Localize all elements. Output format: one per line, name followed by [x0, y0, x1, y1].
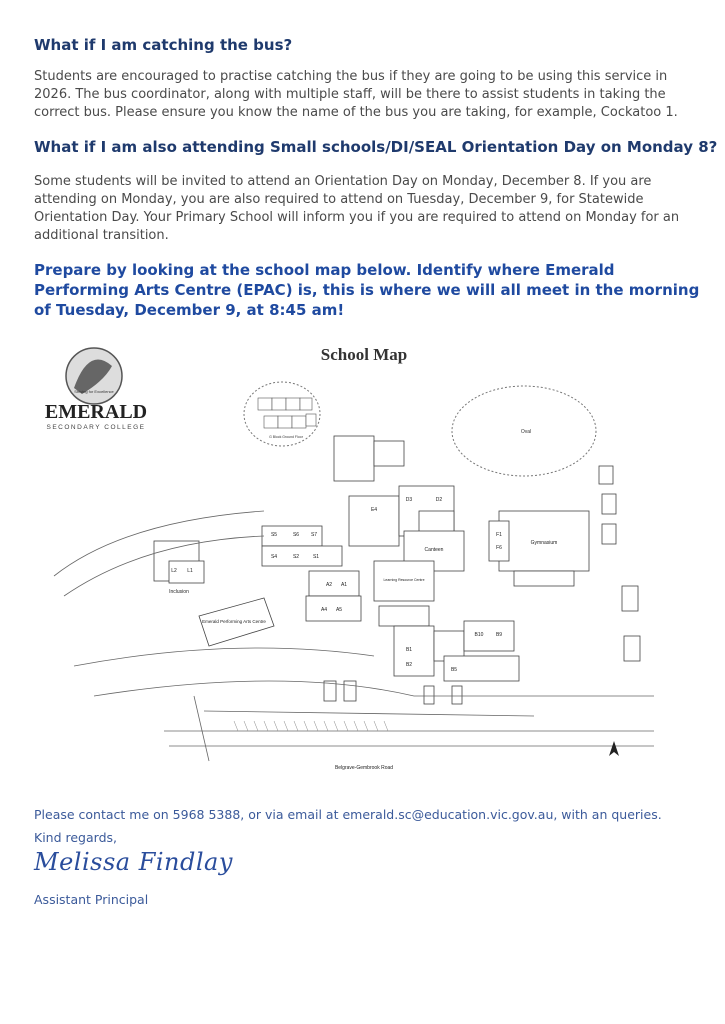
epac-label: Emerald Performing Arts Centre — [202, 619, 266, 624]
road-label: Belgrave-Gembrook Road — [334, 765, 394, 771]
closing-regards: Kind regards, — [34, 830, 117, 845]
school-map — [34, 336, 662, 796]
section-body-bus: Students are encouraged to practise catching the bus if they are going to be using this service in 2026. The bus coordinator, along with multiple staff, will be there to assist students in taking the correct bus. Please ensure you know the name of the bus you are taking, for example, Cockatoo 1. — [34, 69, 678, 120]
section-body-orientation: Some students will be invited to attend an Orientation Day on Monday, December 8. If you are attending on Monday, you are also required to attend on Tuesday, December 9, for Statewide Orientation Day. Your Primary School will inform you if you are required to attend on Monday for an additional transition. — [34, 174, 680, 243]
svg-text:B10: B10 — [474, 632, 484, 638]
svg-text:B5: B5 — [450, 667, 458, 673]
svg-text:S1: S1 — [312, 554, 320, 560]
signatory-role: Assistant Principal — [34, 892, 149, 907]
gymnasium-label: Gymnasium — [530, 540, 558, 546]
signature: Melissa Findlay — [34, 848, 233, 876]
map-title: School Map — [320, 345, 408, 364]
section-heading-bus: What if I am catching the bus? — [34, 36, 293, 54]
svg-text:E4: E4 — [370, 507, 378, 513]
svg-text:D3: D3 — [405, 497, 413, 503]
svg-text:S7: S7 — [310, 532, 318, 538]
logo-name: EMERALD — [44, 401, 148, 423]
svg-text:B9: B9 — [495, 632, 503, 638]
svg-text:D2: D2 — [435, 497, 443, 503]
svg-text:L1: L1 — [187, 568, 193, 574]
canteen-label: Canteen — [424, 547, 444, 553]
lrc-label: Learning Resource Centre — [383, 578, 425, 582]
svg-text:S6: S6 — [292, 532, 300, 538]
svg-text:A1: A1 — [340, 582, 348, 588]
contact-info: Please contact me on 5968 5388, or via email at emerald.sc@education.vic.gov.au, with an queries. — [34, 807, 662, 822]
school-logo — [45, 348, 147, 431]
svg-text:A5: A5 — [335, 607, 343, 613]
inclusion-label: Inclusion — [169, 589, 189, 595]
svg-text:S2: S2 — [292, 554, 300, 560]
north-arrow-icon — [609, 741, 619, 756]
svg-text:A2: A2 — [325, 582, 333, 588]
oval-label: Oval — [520, 429, 532, 435]
svg-text:S4: S4 — [270, 554, 278, 560]
logo-motto: Striving for Excellence — [74, 389, 114, 394]
svg-text:B2: B2 — [405, 662, 413, 668]
svg-text:F1: F1 — [496, 532, 502, 538]
prepare-instruction: Prepare by looking at the school map below. Identify where Emerald Performing Arts Centre (EPAC) is, this is where we will all meet in the morning of Tuesday, December 9, at 8:45 am! — [34, 261, 700, 319]
section-heading-orientation: What if I am also attending Small schools/DI/SEAL Orientation Day on Monday 8? — [34, 138, 718, 156]
logo-sub: SECONDARY COLLEGE — [46, 424, 146, 431]
svg-text:G Block Ground Floor: G Block Ground Floor — [269, 435, 303, 439]
svg-text:S5: S5 — [270, 532, 278, 538]
svg-text:B1: B1 — [405, 647, 413, 653]
svg-text:F6: F6 — [496, 545, 502, 551]
svg-text:L2: L2 — [171, 568, 177, 574]
svg-text:A4: A4 — [320, 607, 328, 613]
